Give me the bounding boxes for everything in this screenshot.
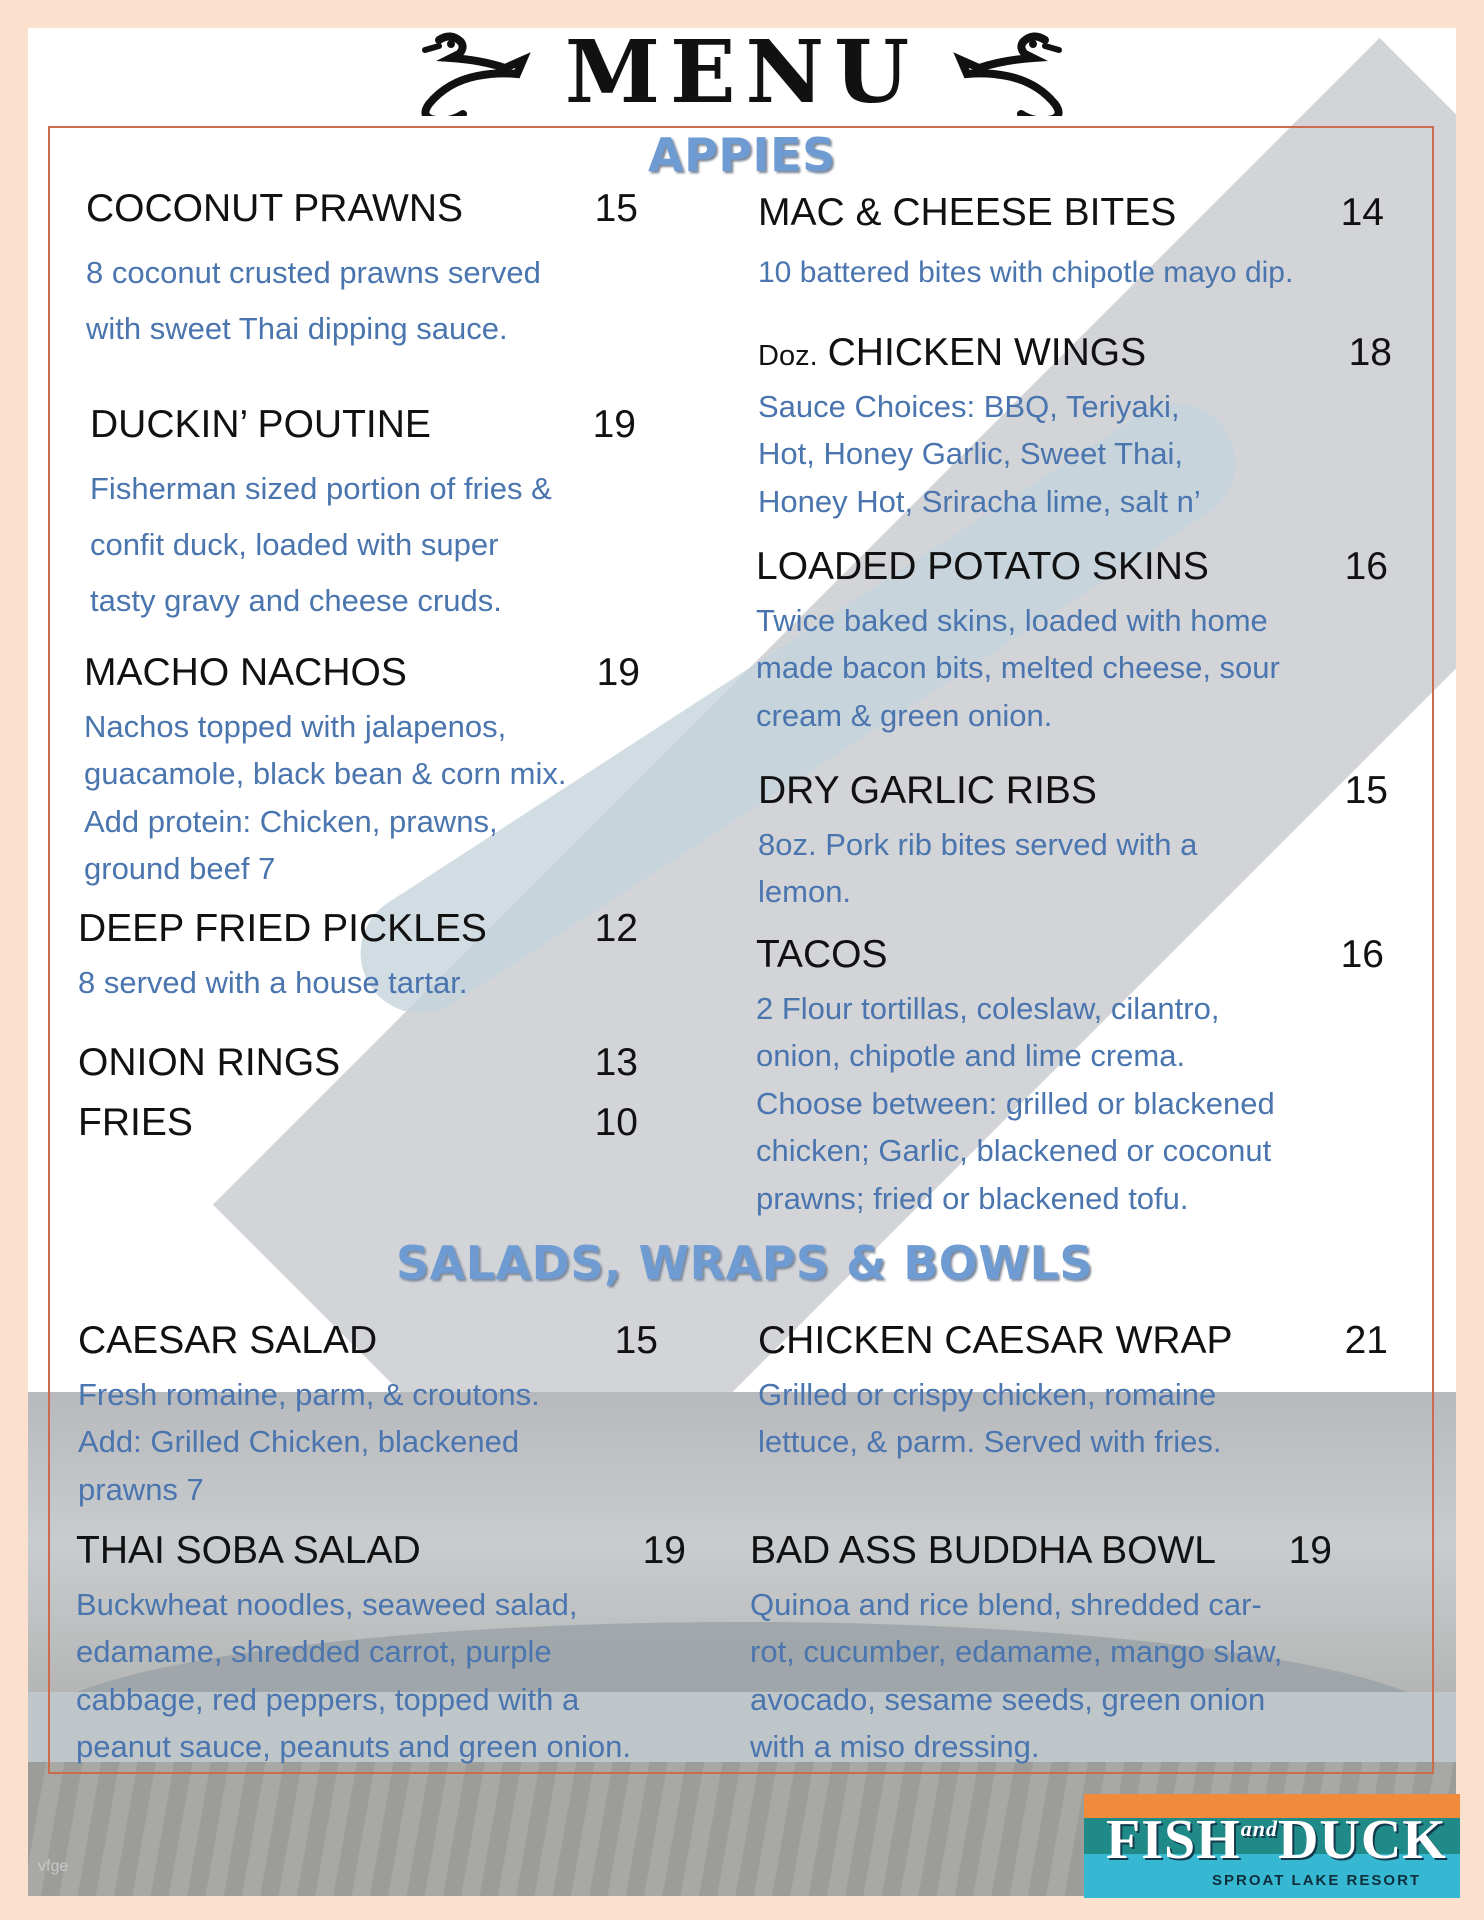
duck-hook-icon <box>943 30 1073 116</box>
item-name: FRIES <box>78 1101 193 1144</box>
menu-item-bad-ass-buddha-bowl <box>750 1528 1332 1771</box>
item-description: Fresh romaine, parm, & croutons. Add: Grilled Chicken, blackened prawns 7 <box>78 1376 540 1507</box>
item-price: 19 <box>1288 1529 1332 1572</box>
item-price: 13 <box>594 1041 638 1084</box>
item-name: LOADED POTATO SKINS <box>756 545 1209 588</box>
item-description: Grilled or crispy chicken, romaine lettuce, & parm. Served with fries. <box>758 1376 1222 1460</box>
item-name: CHICKEN WINGS <box>827 331 1147 374</box>
item-name: BAD ASS BUDDHA BOWL <box>750 1529 1216 1572</box>
item-name: THAI SOBA SALAD <box>76 1529 421 1572</box>
item-price: 14 <box>1340 191 1384 234</box>
item-description: Twice baked skins, loaded with home made bacon bits, melted cheese, sour cream & green onion. <box>756 602 1280 733</box>
menu-item-tacos <box>756 932 1384 1222</box>
menu-item-chicken-wings <box>758 330 1392 525</box>
menu-item-onion-rings <box>78 1040 638 1087</box>
menu-item-caesar-salad <box>78 1318 658 1513</box>
item-price: 19 <box>642 1529 686 1572</box>
item-description: Buckwheat noodles, seaweed salad, edamame, shredded carrot, purple cabbage, red peppers, topped with a peanut sauce, peanuts and green onion. <box>76 1586 632 1765</box>
menu-item-mac-cheese-bites <box>758 190 1384 296</box>
item-description: Quinoa and rice blend, shredded car- rot, cucumber, edamame, mango slaw, avocado, sesame seeds, green onion with a miso dressing. <box>750 1586 1283 1765</box>
section-title-appies: APPIES <box>648 128 836 182</box>
logo-wordmark: $FISH^{and}DUCK$ <box>1106 1809 1447 1871</box>
item-name: DEEP FRIED PICKLES <box>78 907 487 950</box>
item-description: 8oz. Pork rib bites served with a lemon. <box>758 826 1198 910</box>
item-price: 16 <box>1344 545 1388 588</box>
item-prefix: Doz. <box>758 340 818 372</box>
item-name: DUCKIN’ POUTINE <box>90 403 431 446</box>
watermark: vfge <box>38 1858 69 1875</box>
item-price: 12 <box>594 907 638 950</box>
item-price: 15 <box>1344 769 1388 812</box>
menu-item-duckin-poutine <box>90 402 636 629</box>
item-price: 18 <box>1348 331 1392 374</box>
menu-item-deep-fried-pickles <box>78 906 638 1006</box>
duck-hook-icon <box>411 30 541 116</box>
menu-item-chicken-caesar-wrap <box>758 1318 1388 1466</box>
item-price: 19 <box>596 651 640 694</box>
menu-item-coconut-prawns <box>86 186 638 357</box>
item-name: DRY GARLIC RIBS <box>758 769 1097 812</box>
menu-item-macho-nachos <box>84 650 640 893</box>
menu-item-thai-soba-salad <box>76 1528 686 1771</box>
item-price: 10 <box>594 1101 638 1144</box>
item-description: Nachos topped with jalapenos, guacamole, black bean & corn mix. Add protein: Chicken, prawns, ground beef 7 <box>84 708 567 887</box>
fish-and-duck-logo <box>1084 1794 1460 1898</box>
item-description: Sauce Choices: BBQ, Teriyaki, Hot, Honey Garlic, Sweet Thai, Honey Hot, Sriracha lime, salt n’ <box>758 388 1201 519</box>
item-name: COCONUT PRAWNS <box>86 187 464 230</box>
item-price: 21 <box>1344 1319 1388 1362</box>
item-price: 15 <box>594 187 638 230</box>
item-name: CHICKEN CAESAR WRAP <box>758 1319 1233 1362</box>
item-description: 8 coconut crusted prawns served with sweet Thai dipping sauce. <box>86 254 541 346</box>
item-price: 16 <box>1340 933 1384 976</box>
item-description: 10 battered bites with chipotle mayo dip. <box>758 255 1294 289</box>
menu-item-dry-garlic-ribs <box>758 768 1388 916</box>
menu-title: MENU <box>564 22 920 123</box>
item-price: 15 <box>614 1319 658 1362</box>
item-name: CAESAR SALAD <box>78 1319 378 1362</box>
item-name: MACHO NACHOS <box>84 651 407 694</box>
menu-item-loaded-potato-skins <box>756 544 1388 739</box>
section-title-salads: SALADS, WRAPS & BOWLS <box>396 1236 1094 1290</box>
menu-item-fries <box>78 1100 638 1147</box>
item-description: Fisherman sized portion of fries & confit duck, loaded with super tasty gravy and cheese cruds. <box>90 470 552 618</box>
item-description: 2 Flour tortillas, coleslaw, cilantro, onion, chipotle and lime crema. Choose between: grilled or blackened chicken; Garlic, blackened or coconut prawns; fried or blackened tofu. <box>756 990 1275 1216</box>
logo-subtitle: SPROAT LAKE RESORT <box>1212 1872 1422 1889</box>
item-name: ONION RINGS <box>78 1041 341 1084</box>
item-name: TACOS <box>756 933 888 976</box>
item-price: 19 <box>592 403 636 446</box>
item-name: MAC & CHEESE BITES <box>758 191 1177 234</box>
menu-header <box>0 22 1484 123</box>
item-description: 8 served with a house tartar. <box>78 964 468 1000</box>
